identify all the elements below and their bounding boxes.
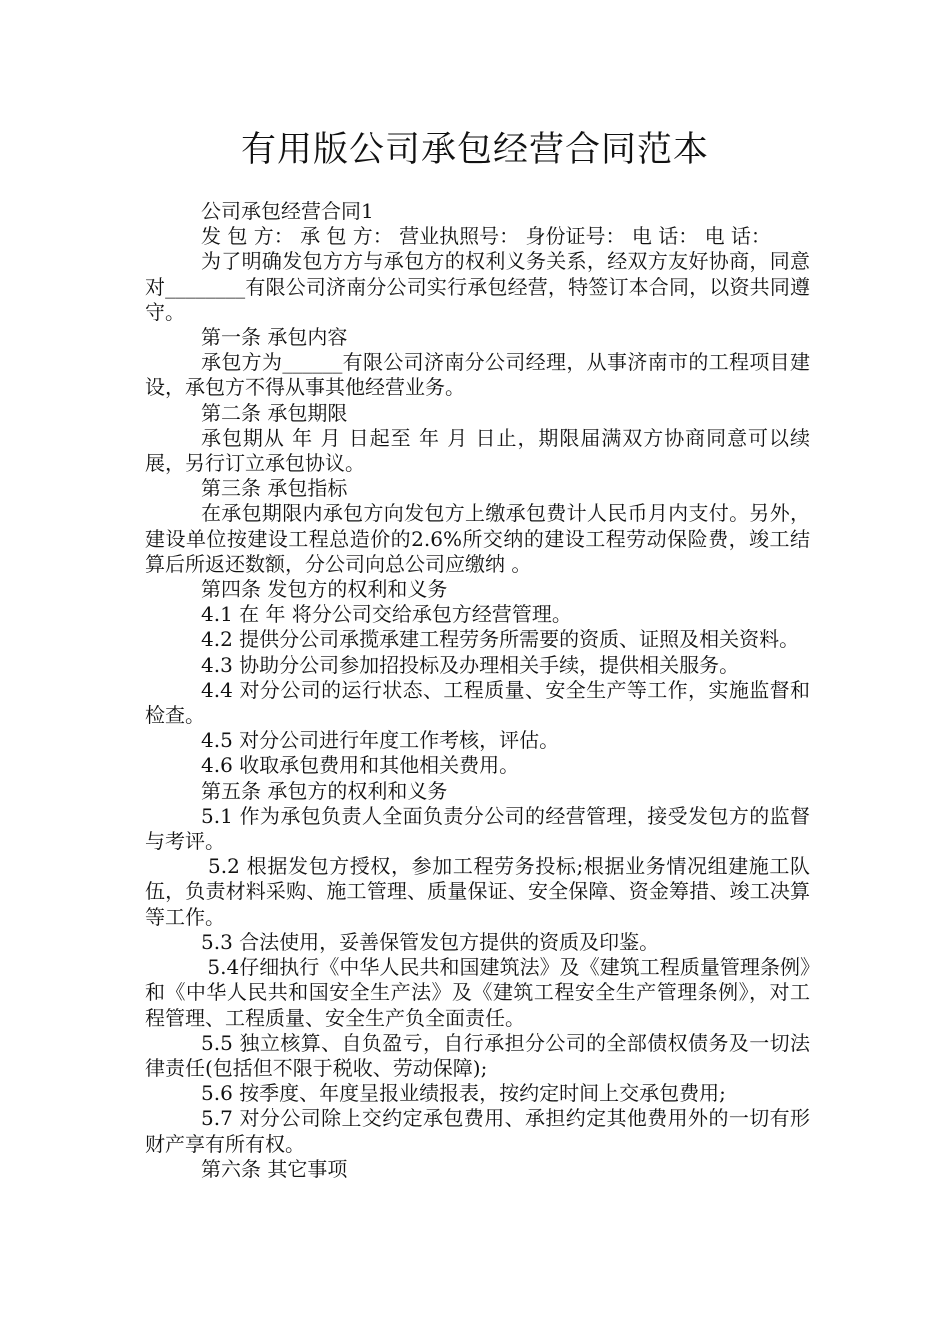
article-paragraph: 在承包期限内承包方向发包方上缴承包费计人民币月内支付。另外，建设单位按建设工程总造价的2.6%所交纳的建设工程劳动保险费，竣工结算后所返还数额，分公司向总公司应缴纳 。 xyxy=(145,501,810,576)
clause-item: 5.1 作为承包负责人全面负责分公司的经营管理，接受发包方的监督与考评。 xyxy=(145,803,810,854)
article-paragraph: 承包方为______有限公司济南分公司经理，从事济南市的工程项目建设，承包方不得从事其他经营业务。 xyxy=(145,350,810,400)
article-heading: 第二条 承包期限 xyxy=(201,400,348,425)
contract-heading: 公司承包经营合同1 xyxy=(201,199,374,223)
clause-item: 4.6 收取承包费用和其他相关费用。 xyxy=(201,753,520,778)
document-title: 有用版公司承包经营合同范本 xyxy=(240,130,709,170)
clause-item: 5.6 按季度、年度呈报业绩报表，按约定时间上交承包费用; xyxy=(201,1081,726,1106)
clause-item: 4.4 对分公司的运行状态、工程质量、安全生产等工作，实施监督和检查。 xyxy=(145,677,810,728)
article-heading: 第六条 其它事项 xyxy=(201,1156,348,1181)
parties-line: 发 包 方： 承 包 方： 营业执照号： 身份证号： 电 话： 电 话： xyxy=(201,224,771,249)
clause-item: 4.1 在 年 将分公司交给承包方经营管理。 xyxy=(201,602,572,627)
article-heading: 第四条 发包方的权利和义务 xyxy=(201,577,448,602)
clause-item: 5.7 对分公司除上交约定承包费用、承担约定其他费用外的一切有形财产享有所有权。 xyxy=(145,1106,810,1156)
clause-item: 5.5 独立核算、自负盈亏，自行承担分公司的全部债权债务及一切法律责任(包括但不限于税收、劳动保障); xyxy=(145,1030,810,1080)
clause-item: 4.3 协助分公司参加招投标及办理相关手续，提供相关服务。 xyxy=(201,652,740,677)
clause-item: 4.5 对分公司进行年度工作考核，评估。 xyxy=(201,728,560,753)
clause-item: 5.4仔细执行《中华人民共和国建筑法》及《建筑工程质量管理条例》和《中华人民共和国安全生产法》及《建筑工程安全生产管理条例》，对工程管理、工程质量、安全生产负全面责任。 xyxy=(145,955,810,1030)
clause-item: 5.2 根据发包方授权，参加工程劳务投标;根据业务情况组建施工队伍，负责材料采购、施工管理、质量保证、安全保障、资金筹措、竣工决算等工作。 xyxy=(145,854,811,929)
document-body xyxy=(145,199,810,1182)
article-paragraph: 承包期从 年 月 日起至 年 月 日止，期限届满双方协商同意可以续展，另行订立承包协议。 xyxy=(145,425,810,476)
preamble-paragraph: 为了明确发包方方与承包方的权利义务关系，经双方友好协商，同意对________有限公司济南分公司实行承包经营，特签订本合同，以资共同遵守。 xyxy=(145,249,810,324)
article-heading: 第五条 承包方的权利和义务 xyxy=(201,778,448,803)
clause-item: 4.2 提供分公司承揽承建工程劳务所需要的资质、证照及相关资料。 xyxy=(201,627,800,652)
clause-item: 5.3 合法使用，妥善保管发包方提供的资质及印鉴。 xyxy=(201,929,660,954)
article-heading: 第一条 承包内容 xyxy=(201,325,348,350)
article-heading: 第三条 承包指标 xyxy=(201,476,348,501)
